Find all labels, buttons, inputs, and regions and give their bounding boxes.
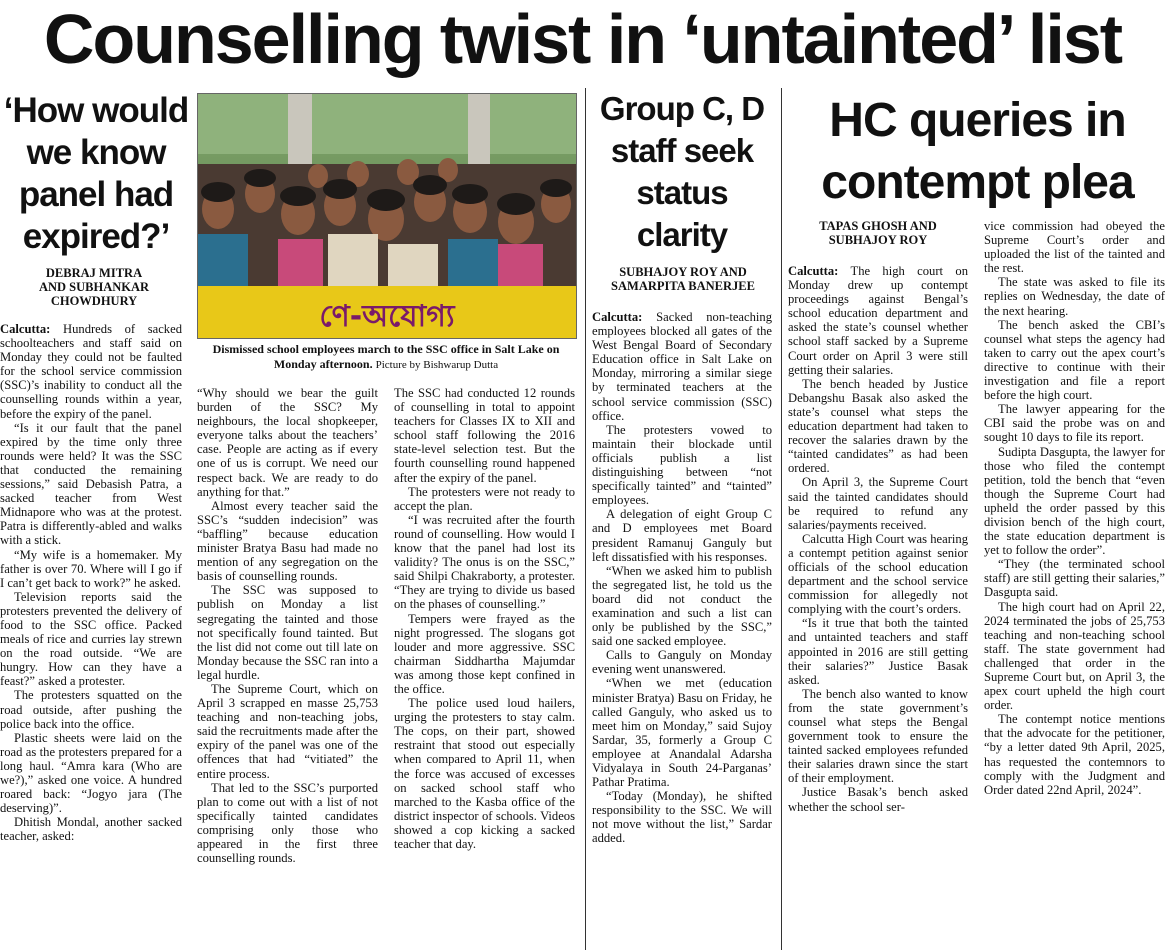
paragraph: The bench also wanted to know from the state government’s counsel what steps the Bengal government took to ensure the tainted sacked employees refunded their salaries drawn since the start of their employment. [788, 686, 968, 786]
story1-title-line: we know [26, 133, 166, 172]
paragraph: The SSC had conducted 12 rounds of counselling in total to appoint teachers for Classes IX to XII and school staff following the 2016 state-level selection test. But the fourth counselling round happened after the expiry of the panel. [394, 386, 575, 485]
paragraph: The protesters squatted on the road outside, after pushing the police back into the office. [0, 688, 182, 731]
byline-line: CHOWDHURY [50, 294, 138, 308]
paragraph: The bench asked the CBI’s counsel what steps the agency had taken to carry out the apex court’s directive to continue with their investigation and file a report before the high court. [984, 317, 1165, 403]
paragraph: On April 3, the Supreme Court said the tainted candidates should be required to refund any salaries/payments received. [788, 475, 968, 532]
photo-caption [198, 342, 574, 373]
paragraph: “I was recruited after the fourth round of counselling. How would I know that the panel had lost its validity? The onus is on the SSC,” said Shilpi Chakraborty, a protester. “They are trying to divide us based on the phases of counselling.” [394, 512, 575, 612]
paragraph: Justice Basak’s bench asked whether the school ser- [788, 785, 968, 814]
story3-title [790, 90, 1165, 214]
story1-title-line: panel had [18, 175, 174, 214]
paragraph: “When we met (education minister Bratya) Basu on Friday, he called Ganguly, who asked us to meet him on Monday,” said Sujoy Sardar, 35, formerly a Group C employee at Anandalal Adarsha Vidyalaya in South 24-Parganas’ Pathar Pratima. [592, 676, 772, 790]
paragraph: Almost every teacher said the SSC’s “sudden indecision” was “baffling” because education minister Bratya Basu had made no mention of any segregation on the basis of counselling rounds. [197, 498, 378, 584]
story1-column-1 [0, 322, 182, 950]
paragraph: The protesters vowed to maintain their blockade until officials publish a list distinguishing between “not specifically tainted” and “tainted” employees. [592, 422, 772, 508]
paragraph: “When we asked him to publish the segregated list, he told us the board did not conduct the examination and such a list can only be published by the SSC,” said one sacked employee. [592, 563, 772, 649]
paragraph: The Supreme Court, which on April 3 scrapped en masse 25,753 teaching and non-teaching jobs, said the recruitments made after the expiry of the panel was one of the offences that had “vitiated” the entire process. [197, 681, 378, 781]
paragraph: The state was asked to file its replies on Wednesday, the date of the next hearing. [984, 275, 1165, 318]
paragraph [592, 310, 772, 423]
page-headline: Counselling twist in ‘untainted’ list [43, 0, 1122, 78]
paragraph: “Why should we bear the guilt burden of the SSC? My neighbours, the local shopkeeper, everyone talks about the teachers’ case. People are acting as if every one of us is corrupt. We need our respect back. We are ready to do anything for that.” [197, 386, 378, 499]
paragraph-text: Hundreds of sacked schoolteachers and staff said on Monday they could not be faulted for the school service commission (SSC)’s inability to conduct all the counselling rounds within a year, before the expiry of the panel. [0, 322, 182, 421]
paragraph: “Is it our fault that the panel expired by the time only three rounds were held? It was the SSC that conducted the remaining sessions,” said Debasish Patra, a sacked teacher from West Midnapore who was at the protest. Patra is differently-abled and walks with a stick. [0, 420, 182, 548]
paragraph: The SSC was supposed to publish on Monday a list segregating the tainted and those not specifically found tainted. But the list did not come out till late on Monday because the SSC ran into a legal hurdle. [197, 583, 378, 682]
paragraph: Tempers were frayed as the night progressed. The slogans got louder and more aggressive. SSC chairman Siddhartha Majumdar was among those kept confined in the office. [394, 611, 575, 696]
protest-banner-text: ণে-অযোগ্য [319, 299, 455, 334]
story2-title [592, 88, 772, 256]
story2-byline [592, 265, 774, 293]
story1-column-2 [197, 386, 378, 950]
paragraph: The police used loud hailers, urging the protesters to stay calm. The cops, on their part, showed restraint that stood out especially when compared to April 11, when the force was accused of excesses on sacked school staff who marched to the Kasba office of the district inspector of schools. Videos showed a cop kicking a sacked teacher that day. [394, 696, 575, 851]
paragraph: Sudipta Dasgupta, the lawyer for those who filed the contempt petition, told the bench that “even though the Supreme Court had upheld the order passed by this division bench of the high court, the state education department is yet to follow the order”. [984, 444, 1165, 558]
paragraph: “They (the terminated school staff) are still getting their salaries,” Dasgupta said. [984, 557, 1165, 600]
paragraph: “My wife is a homemaker. My father is over 70. Where will I go if I can’t get back to work?” he asked. [0, 547, 182, 590]
paragraph-text: The high court on Monday drew up contempt proceedings against Bengal’s school education department and asked the state’s counsel whether school staff sacked by a Supreme Court order on April 3 were still getting their salaries. [788, 264, 968, 377]
byline-line: DEBRAJ MITRA [45, 266, 143, 280]
column-rule [781, 88, 782, 950]
story3-title-line: contempt plea [821, 156, 1134, 209]
protest-photo-image [198, 94, 576, 338]
dateline: Calcutta: [0, 322, 51, 336]
story2-title-line: clarity [636, 216, 728, 253]
byline-line: AND SUBHANKAR [38, 280, 150, 294]
paragraph: The contempt notice mentions that the advocate for the petitioner, “by a letter dated 9th April, 2025, has requested the contemnors to comply with the Judgment and Order dated 22nd April, 2024”. [984, 712, 1165, 797]
story1-title [0, 90, 192, 258]
story1-title-line: ‘How would [3, 91, 189, 130]
byline-line: TAPAS GHOSH AND [819, 219, 937, 233]
paragraph: Television reports said the protesters prevented the delivery of food to the SSC office. Packed meals of rice and curries lay strewn on the road outside. “We are hungry. How can they have a feast?” asked a protester. [0, 589, 182, 689]
story3-column-1 [788, 264, 968, 950]
paragraph: The bench headed by Justice Debangshu Basak also asked the state’s counsel what steps the education department had taken to recover the salaries drawn by the “tainted candidates” as had been ordered. [788, 376, 968, 476]
photo-credit: Picture by Bishwarup Dutta [375, 359, 499, 371]
protest-photo [197, 93, 577, 339]
dateline: Calcutta: [788, 264, 839, 278]
paragraph: vice commission had obeyed the Supreme Court’s order and uploaded the list of the tainted and the rest. [984, 219, 1165, 276]
caption-text: Dismissed school employees march to the SSC office in Salt Lake on Monday afternoon. [212, 342, 560, 371]
story1-title-line: expired?’ [22, 217, 170, 256]
story2-title-line: staff seek [610, 132, 754, 169]
paragraph: That led to the SSC’s purported plan to come out with a list of not specifically tainted candidates comprising only those who appeared in the first three counselling rounds. [197, 780, 378, 866]
paragraph: A delegation of eight Group C and D employees met Board president Ramanuj Ganguly but left dissatisfied with his responses. [592, 507, 772, 564]
paragraph [0, 322, 182, 421]
paragraph: The high court had on April 22, 2024 terminated the jobs of 25,753 teaching and non-teaching school staff. The state government had challenged that order in the Supreme Court but, on April 3, the apex court upheld the high court order. [984, 599, 1165, 713]
byline-line: SUBHAJOY ROY AND [619, 265, 747, 279]
paragraph: “Is it true that both the tainted and untainted teachers and staff appointed in 2016 are still getting their salaries?” Justice Basak asked. [788, 616, 968, 687]
paragraph: Calcutta High Court was hearing a contempt petition against senior officials of the school education department and the school service commission for allegedly not complying with the court’s orders. [788, 531, 968, 617]
paragraph: Dhitish Mondal, another sacked teacher, asked: [0, 815, 182, 844]
dateline: Calcutta: [592, 310, 643, 324]
byline-line: SUBHAJOY ROY [828, 233, 928, 247]
story2-title-line: status [636, 174, 728, 211]
paragraph-text: Sacked non-teaching employees blocked all gates of the West Bengal Board of Secondary Education office in Salt Lake on Monday, mirroring a similar siege by terminated teachers at the school service commission (SSC) office. [592, 310, 772, 423]
story3-column-2 [984, 219, 1165, 950]
story1-byline [0, 266, 188, 308]
story3-title-line: HC queries in [829, 94, 1126, 147]
paragraph: “Today (Monday), he shifted responsibility to the SSC. We will not move without the list,” Sardar added. [592, 789, 772, 846]
story1-column-3 [394, 386, 575, 950]
byline-line: SAMARPITA BANERJEE [611, 279, 755, 293]
paragraph [788, 264, 968, 377]
paragraph: The protesters were not ready to accept the plan. [394, 484, 575, 513]
paragraph: The lawyer appearing for the CBI said the probe was on and sought 10 days to file its report. [984, 402, 1165, 445]
story2-title-line: Group C, D [599, 90, 765, 127]
story2-column [592, 310, 772, 950]
paragraph: Calls to Ganguly on Monday evening went unanswered. [592, 648, 772, 677]
story3-byline [788, 219, 968, 247]
paragraph: Plastic sheets were laid on the road as the protesters prepared for a long haul. “Amra kara (Who are we?),” asked one voice. A hundred roared back: “Jogyo jara (The deserving)”. [0, 730, 182, 816]
column-rule [585, 88, 586, 950]
